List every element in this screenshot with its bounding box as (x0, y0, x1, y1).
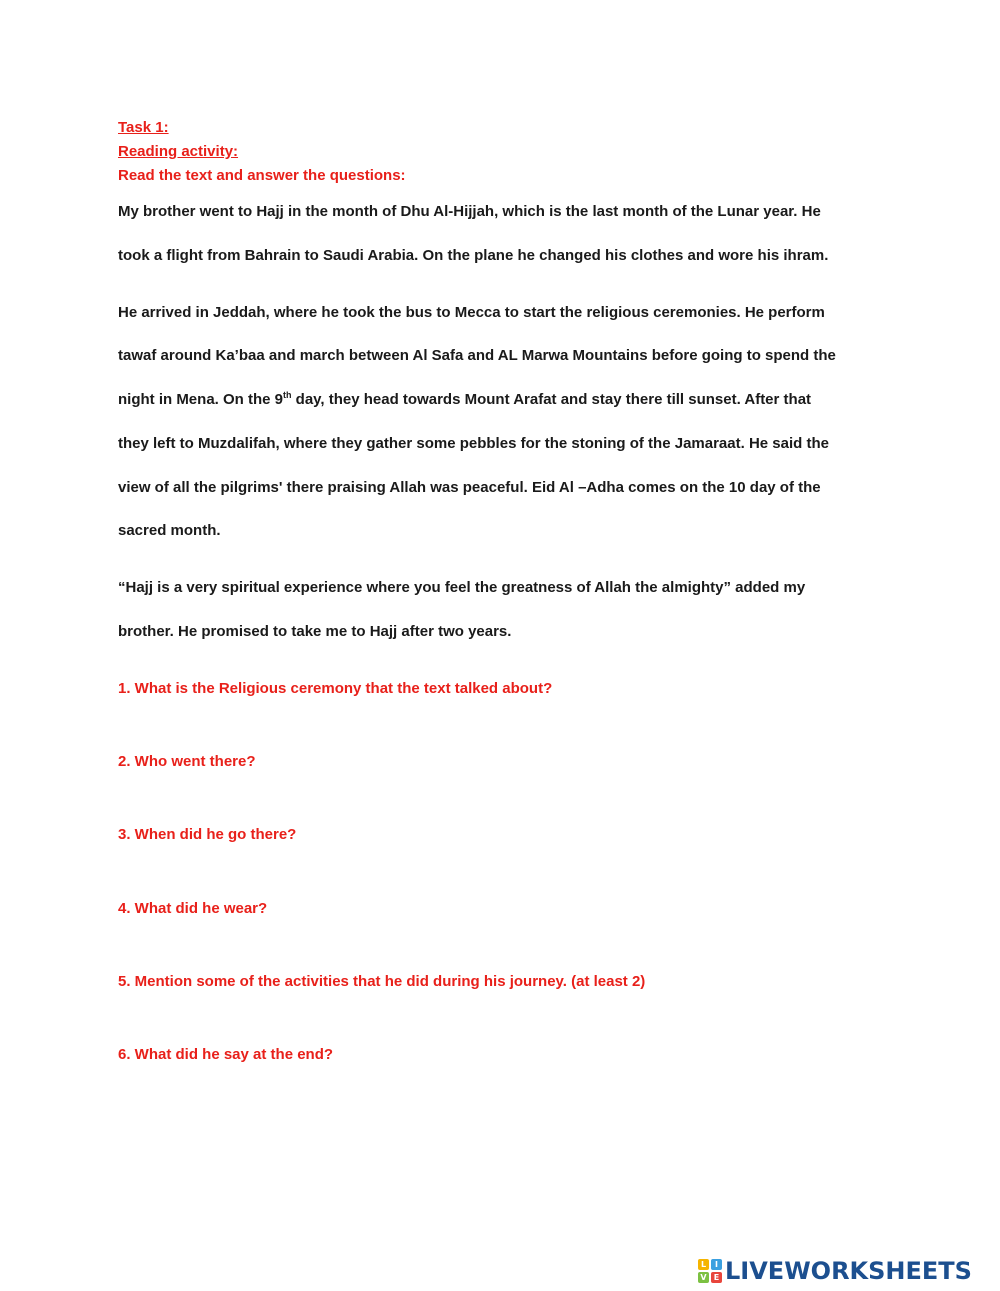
logo-blocks-icon (698, 1259, 722, 1283)
liveworksheets-logo (698, 1257, 972, 1285)
instruction-heading: Read the text and answer the questions: (118, 167, 406, 184)
logo-text: LIVEWORKSHEETS (725, 1257, 972, 1285)
logo-block: L (698, 1259, 709, 1270)
task-heading: Task 1: (118, 119, 169, 136)
ordinal-suffix: th (283, 390, 292, 400)
passage-line-part: day, they head towards Mount Arafat and stay there till sunset. After that (291, 391, 812, 408)
logo-block: E (711, 1272, 722, 1283)
question-3: 3. When did he go there? (118, 826, 297, 843)
question-5: 5. Mention some of the activities that he did during his journey. (at least 2) (118, 973, 646, 990)
passage-line: “Hajj is a very spiritual experience where you feel the greatness of Allah the almighty” added my (118, 579, 806, 596)
passage-line-part: night in Mena. On the 9 (118, 391, 283, 408)
question-4: 4. What did he wear? (118, 900, 268, 917)
activity-heading: Reading activity: (118, 143, 239, 160)
logo-block: V (698, 1272, 709, 1283)
passage-line: My brother went to Hajj in the month of Dhu Al-Hijjah, which is the last month of the Lunar year. He (118, 203, 821, 220)
passage-line: He arrived in Jeddah, where he took the bus to Mecca to start the religious ceremonies. He perform (118, 304, 825, 321)
passage-line: tawaf around Ka’baa and march between Al Safa and AL Marwa Mountains before going to spend the (118, 347, 836, 364)
passage-line (118, 391, 811, 408)
passage-line: brother. He promised to take me to Hajj after two years. (118, 623, 512, 640)
passage-line: took a flight from Bahrain to Saudi Arabia. On the plane he changed his clothes and wore his ihram. (118, 247, 829, 264)
logo-block: I (711, 1259, 722, 1270)
question-1: 1. What is the Religious ceremony that the text talked about? (118, 680, 553, 697)
passage-line: view of all the pilgrims' there praising Allah was peaceful. Eid Al –Adha comes on the 10 day of the (118, 479, 821, 496)
question-2: 2. Who went there? (118, 753, 256, 770)
passage-line: sacred month. (118, 522, 221, 539)
passage-line: they left to Muzdalifah, where they gather some pebbles for the stoning of the Jamaraat. He said the (118, 435, 829, 452)
question-6: 6. What did he say at the end? (118, 1046, 334, 1063)
